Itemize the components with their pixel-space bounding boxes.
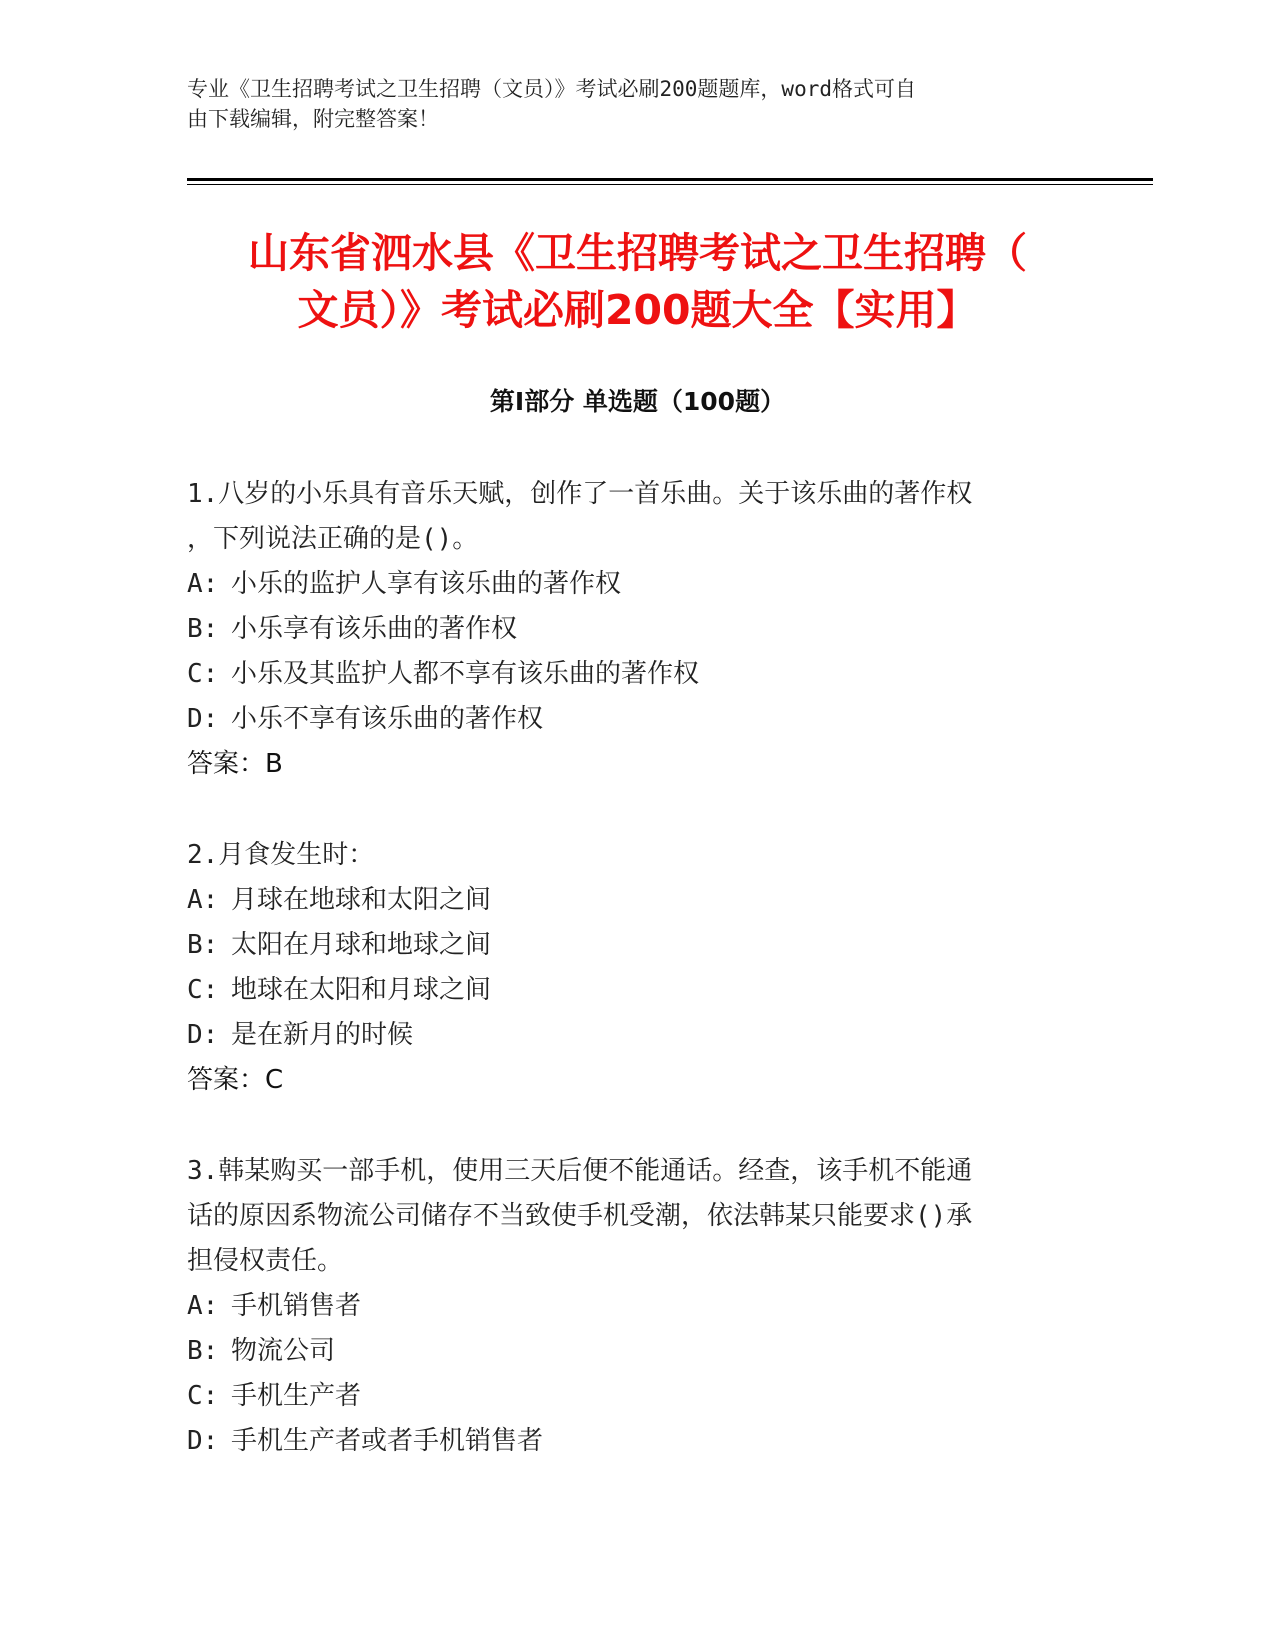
question-stem xyxy=(187,833,1067,878)
document-title xyxy=(150,225,1125,339)
option-key: A: xyxy=(187,569,219,599)
question-stem-line: 担侵权责任。 xyxy=(187,1246,344,1276)
question-stem-line: 话的原因系物流公司储存不当致使手机受潮，依法韩某只能要求()承 xyxy=(187,1201,973,1231)
question-stem xyxy=(187,472,1067,562)
section-heading: 第Ⅰ部分 单选题（100题） xyxy=(489,387,786,416)
option-key: C: xyxy=(187,659,219,689)
option-text: 地球在太阳和月球之间 xyxy=(231,975,492,1005)
option-b xyxy=(187,1329,1067,1374)
header-divider-thick xyxy=(187,178,1153,181)
answer-line: 答案：C xyxy=(187,1065,284,1095)
option-c xyxy=(187,652,1067,697)
question-stem-line: ，下列说法正确的是()。 xyxy=(187,524,479,554)
option-a xyxy=(187,562,1067,607)
option-text: 小乐及其监护人都不享有该乐曲的著作权 xyxy=(231,659,700,689)
option-key: B: xyxy=(187,1336,219,1366)
option-b xyxy=(187,923,1067,968)
option-text: 物流公司 xyxy=(231,1336,336,1366)
option-c xyxy=(187,1374,1067,1419)
document-title-line-2: 文员）》考试必刷200题大全【实用】 xyxy=(297,286,978,334)
option-text: 手机生产者 xyxy=(231,1381,362,1411)
question-stem-line: 3.韩某购买一部手机，使用三天后便不能通话。经查，该手机不能通 xyxy=(187,1156,973,1186)
option-key: A: xyxy=(187,1291,219,1321)
question-2 xyxy=(187,833,1067,1103)
option-c xyxy=(187,968,1067,1013)
header-divider-thin xyxy=(187,184,1153,185)
option-text: 月球在地球和太阳之间 xyxy=(231,885,492,915)
option-key: D: xyxy=(187,704,219,734)
option-key: C: xyxy=(187,1381,219,1411)
option-text: 是在新月的时候 xyxy=(231,1020,414,1050)
question-stem-line: 1.八岁的小乐具有音乐天赋，创作了一首乐曲。关于该乐曲的著作权 xyxy=(187,479,973,509)
question-stem-line: 2.月食发生时： xyxy=(187,840,375,870)
header-note-line-1: 专业《卫生招聘考试之卫生招聘（文员）》考试必刷200题题库，word格式可自 xyxy=(187,77,916,101)
option-text: 太阳在月球和地球之间 xyxy=(231,930,492,960)
option-a xyxy=(187,878,1067,923)
option-d xyxy=(187,1013,1067,1058)
answer-line: 答案：B xyxy=(187,749,283,779)
option-text: 小乐不享有该乐曲的著作权 xyxy=(231,704,544,734)
option-text: 小乐的监护人享有该乐曲的著作权 xyxy=(231,569,622,599)
option-key: B: xyxy=(187,930,219,960)
option-text: 小乐享有该乐曲的著作权 xyxy=(231,614,518,644)
option-b xyxy=(187,607,1067,652)
option-a xyxy=(187,1284,1067,1329)
question-3 xyxy=(187,1149,1067,1464)
option-key: C: xyxy=(187,975,219,1005)
question-1 xyxy=(187,472,1067,787)
option-key: D: xyxy=(187,1426,219,1456)
option-key: A: xyxy=(187,885,219,915)
option-d xyxy=(187,697,1067,742)
option-text: 手机生产者或者手机销售者 xyxy=(231,1426,544,1456)
option-d xyxy=(187,1419,1067,1464)
question-list xyxy=(187,472,1067,1510)
header-note xyxy=(187,74,1087,134)
option-text: 手机销售者 xyxy=(231,1291,362,1321)
question-stem xyxy=(187,1149,1067,1284)
document-title-line-1: 山东省泗水县《卫生招聘考试之卫生招聘（ xyxy=(248,229,1027,277)
header-note-line-2: 由下载编辑，附完整答案！ xyxy=(187,107,439,131)
option-key: B: xyxy=(187,614,219,644)
option-key: D: xyxy=(187,1020,219,1050)
